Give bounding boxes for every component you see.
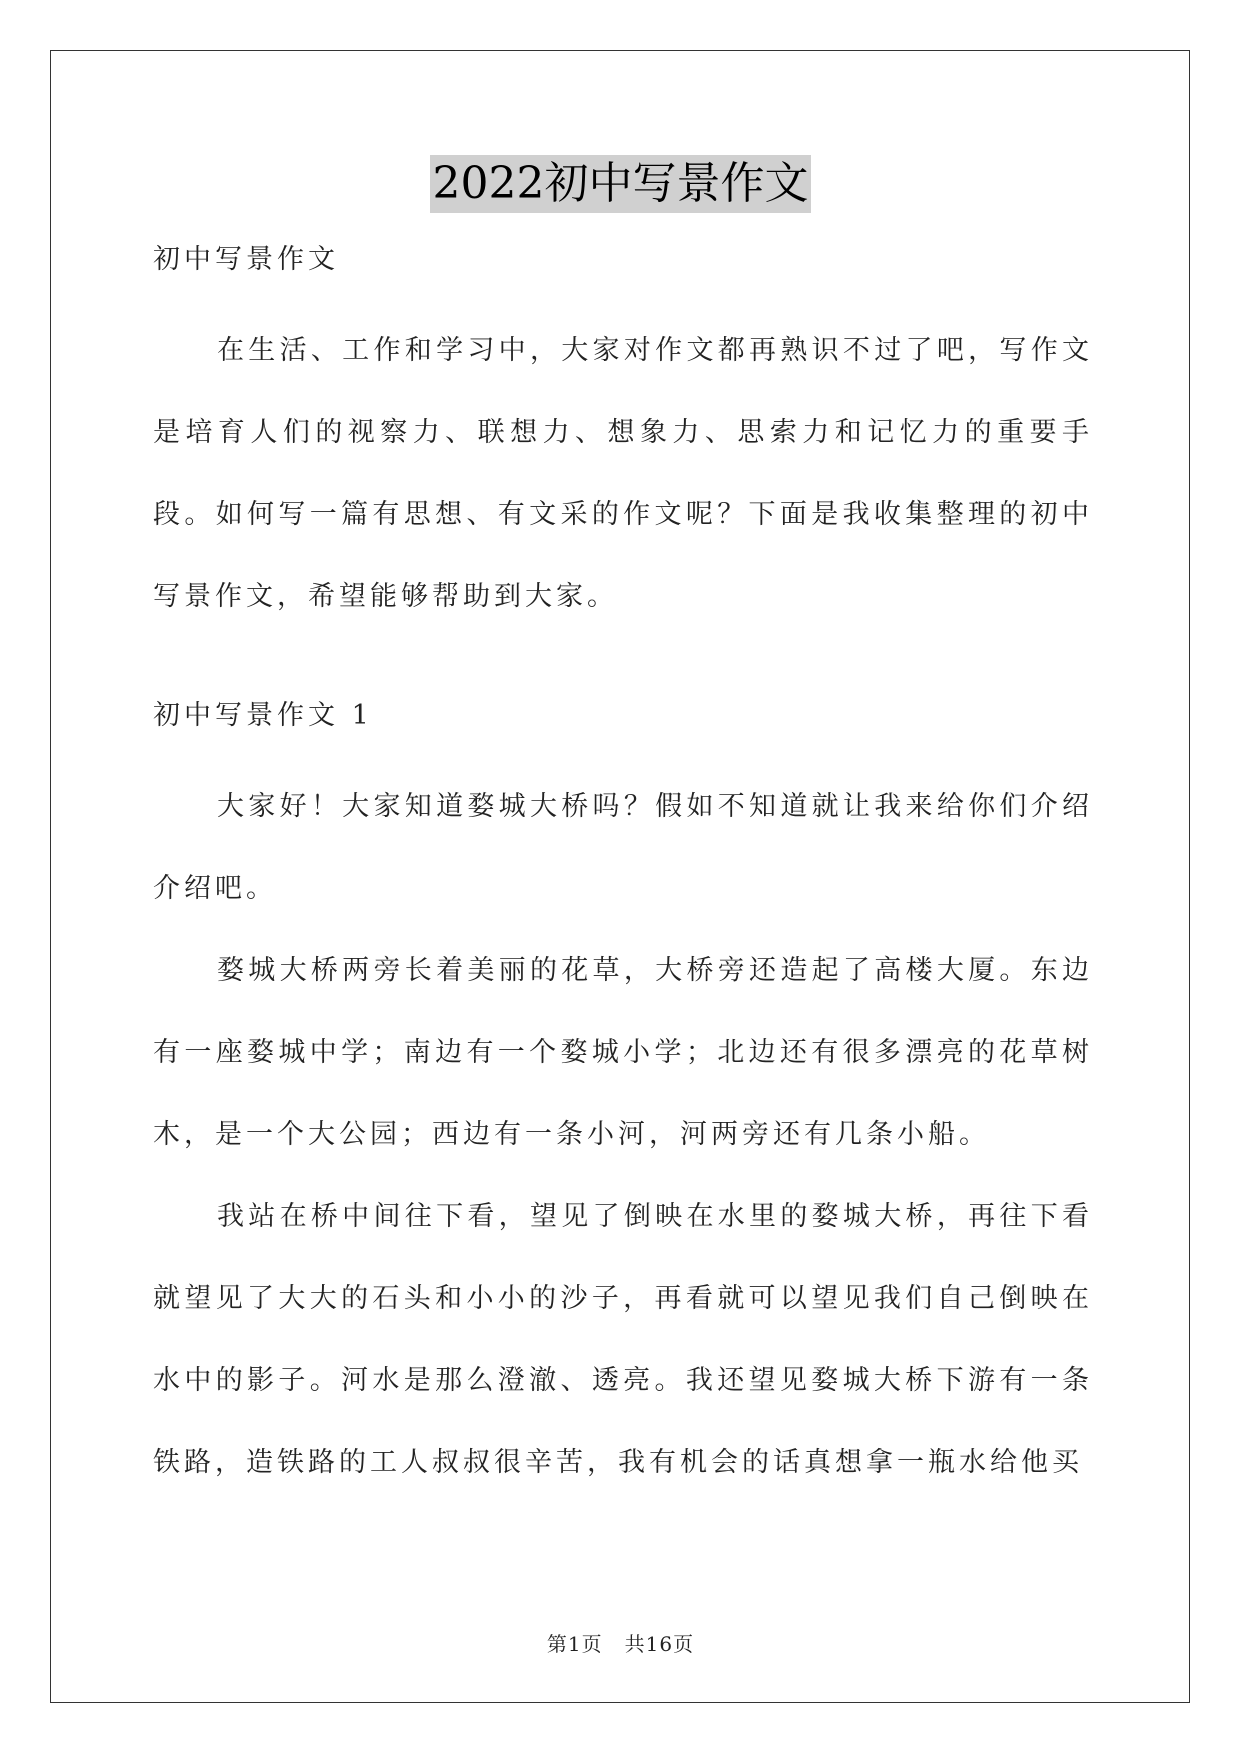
page-number-current: 第1页	[546, 1632, 603, 1656]
essay-paragraph: 婺城大桥两旁长着美丽的花草，大桥旁还造起了高楼大厦。东边有一座婺城中学；南边有一个婺城小学；北边还有很多漂亮的花草树木，是一个大公园；西边有一条小河，河两旁还有几条小船。	[153, 955, 1093, 1150]
section-heading-intro: 初中写景作文	[153, 244, 339, 275]
section-heading-essay-1: 初中写景作文 1	[153, 700, 373, 731]
intro-paragraph: 在生活、工作和学习中，大家对作文都再熟识不过了吧，写作文是培育人们的视察力、联想力、想象力、思索力和记忆力的重要手段。如何写一篇有思想、有文采的作文呢？下面是我收集整理的初中写景作文，希望能够帮助到大家。	[153, 335, 1093, 612]
page-number-total: 共16页	[624, 1632, 695, 1656]
essay-paragraph: 大家好！大家知道婺城大桥吗？假如不知道就让我来给你们介绍介绍吧。	[153, 791, 1093, 904]
title-container	[0, 155, 1241, 213]
document-title: 2022初中写景作文	[430, 155, 812, 213]
spacer	[153, 288, 1093, 310]
essay-paragraph: 我站在桥中间往下看，望见了倒映在水里的婺城大桥，再往下看就望见了大大的石头和小小的沙子，再看就可以望见我们自己倒映在水中的影子。河水是那么澄澈、透亮。我还望见婺城大桥下游有一条铁路，造铁路的工人叔叔很辛苦，我有机会的话真想拿一瓶水给他买	[153, 1201, 1093, 1478]
spacer	[153, 638, 1093, 688]
page-footer	[0, 1628, 1241, 1657]
spacer	[153, 744, 1093, 766]
document-body	[153, 232, 1093, 1504]
